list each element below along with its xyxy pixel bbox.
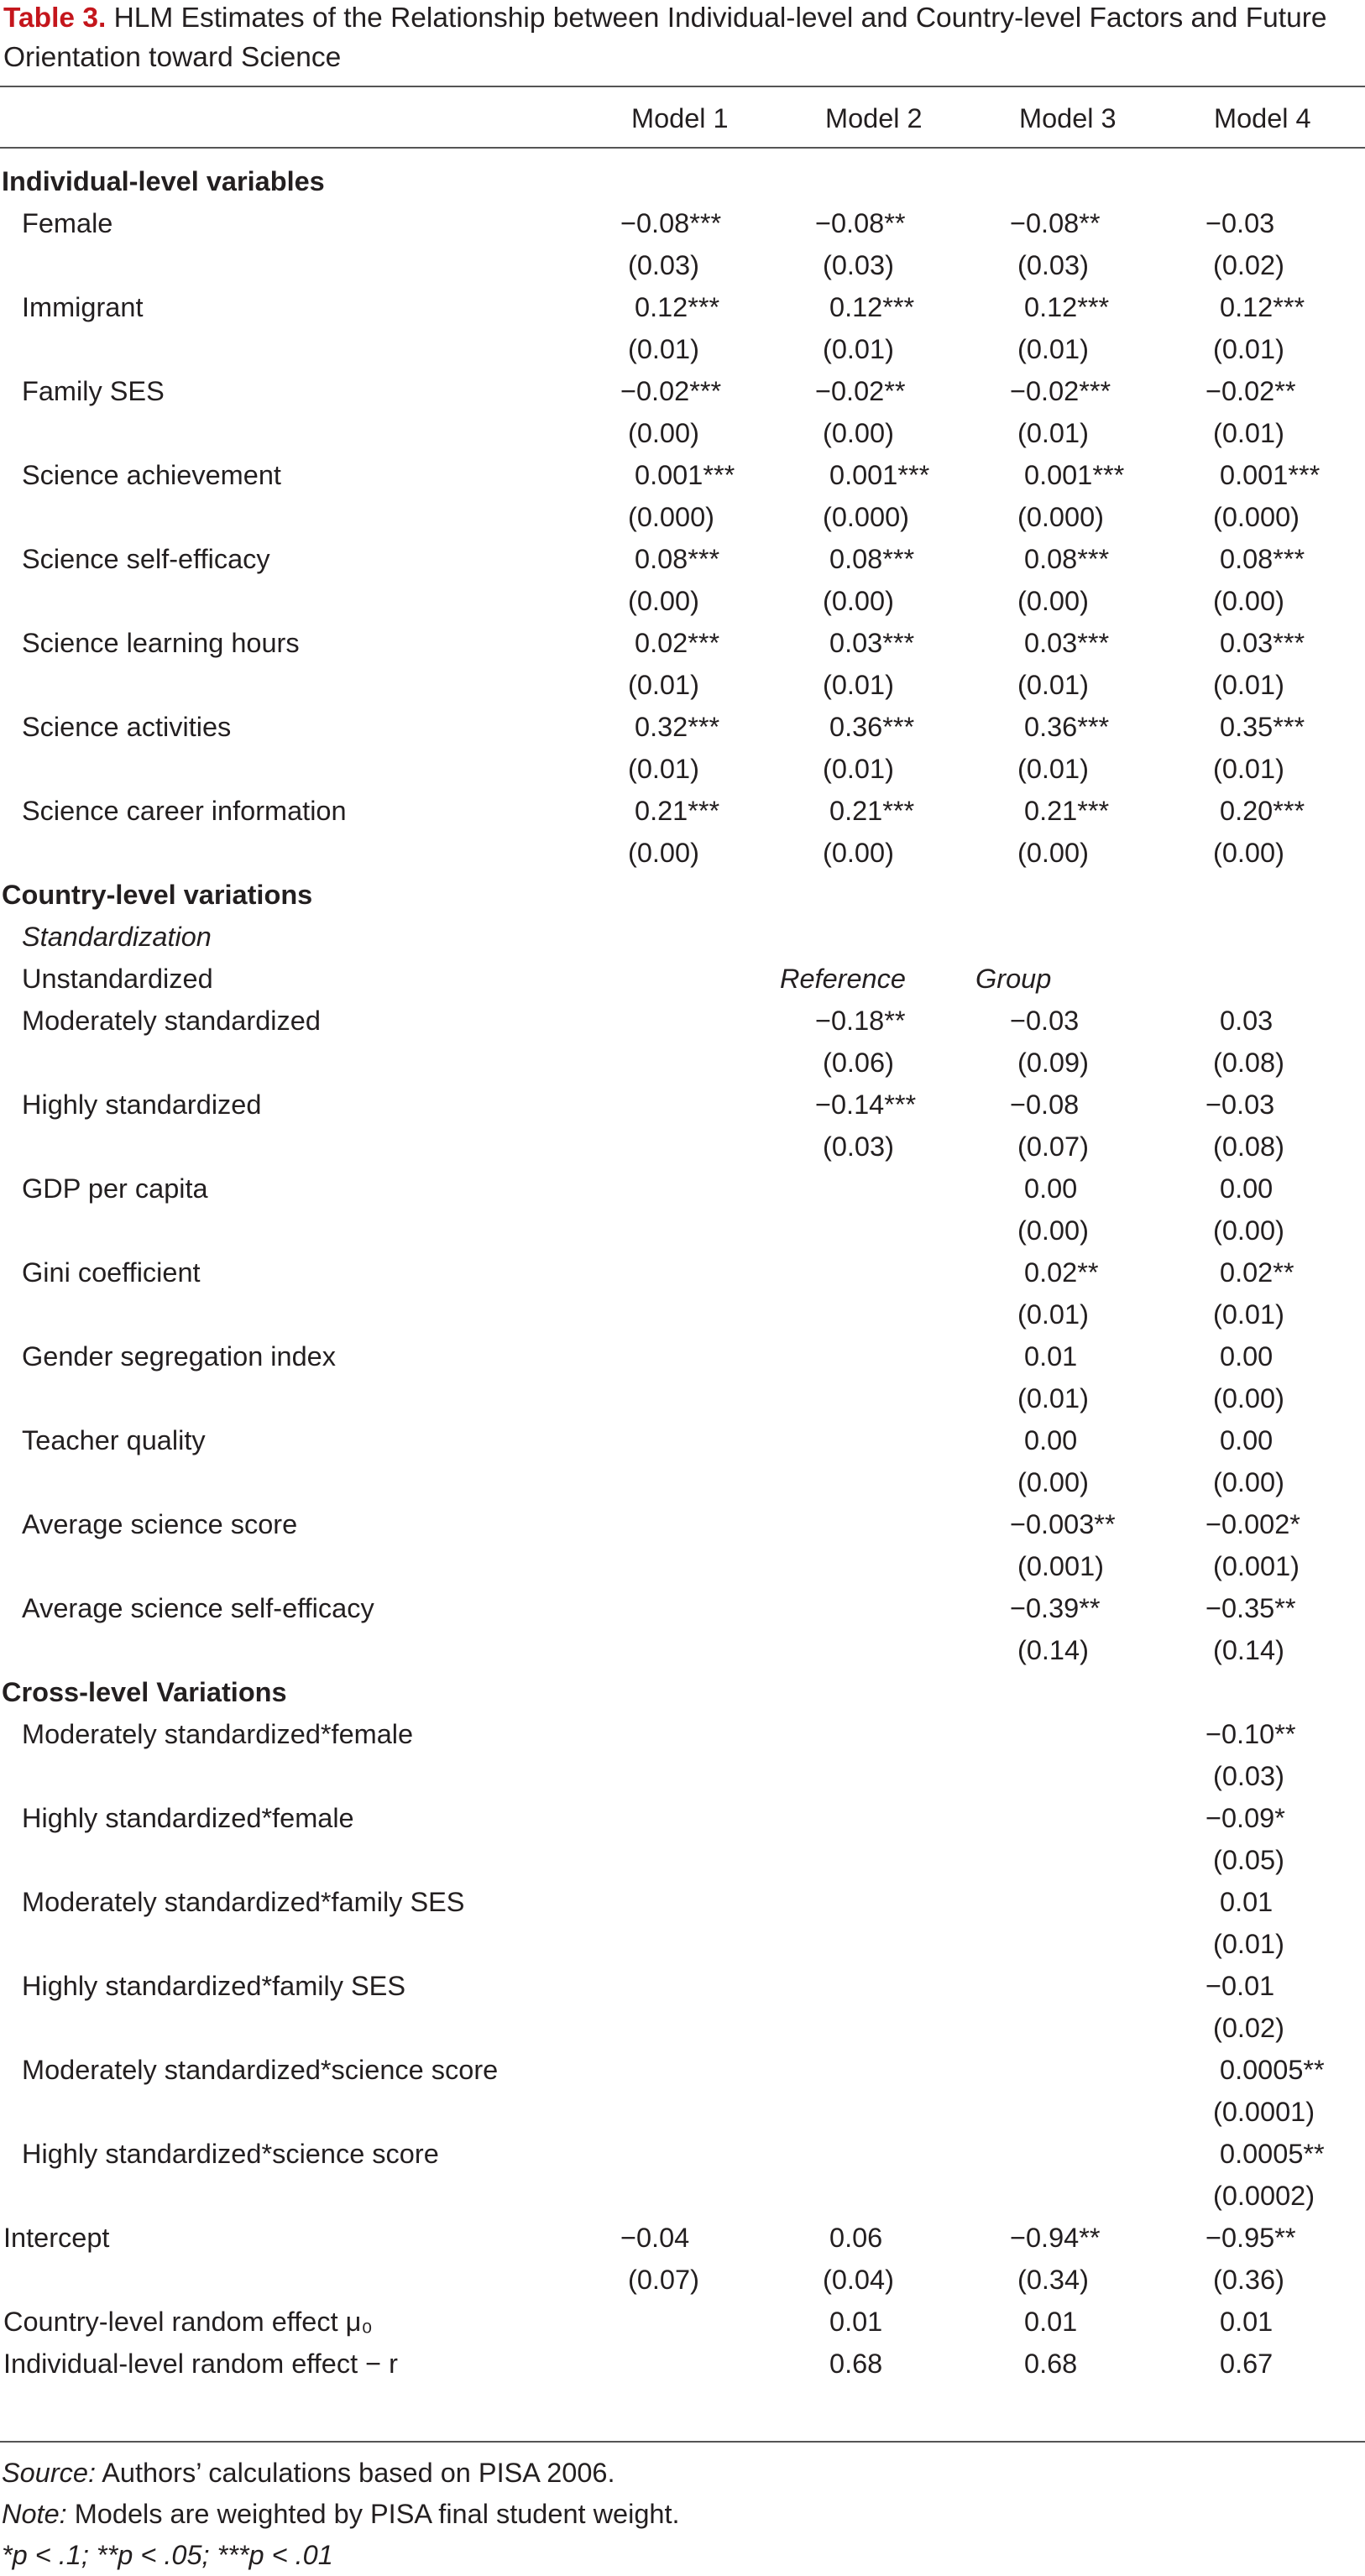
standard-error-row <box>0 1755 1365 1797</box>
column-header-model-1: Model 1 <box>631 103 729 133</box>
model-3-cell: (0.14) <box>1017 1635 1089 1665</box>
model-1-cell: (0.01) <box>628 334 699 364</box>
model-4-cell: (0.00) <box>1213 1215 1284 1246</box>
model-4-cell: (0.01) <box>1213 754 1284 784</box>
model-3-cell: 0.08*** <box>1024 544 1110 574</box>
model-4-cell: 0.01 <box>1220 2307 1273 2337</box>
model-3-cell: (0.09) <box>1017 1048 1089 1078</box>
table-row <box>0 1419 1365 1461</box>
row-label: Science learning hours <box>22 628 300 658</box>
row-label: Country-level random effect μ₀ <box>3 2307 373 2337</box>
model-4-cell: (0.02) <box>1213 2013 1284 2043</box>
model-4-cell: 0.20*** <box>1220 796 1305 826</box>
model-2-cell: (0.04) <box>823 2265 894 2295</box>
model-3-cell: 0.02** <box>1024 1257 1099 1288</box>
model-1-cell: (0.00) <box>628 838 699 868</box>
model-3-cell: 0.12*** <box>1024 292 1110 322</box>
table-caption <box>3 0 1347 77</box>
model-3-cell: (0.01) <box>1017 1383 1089 1413</box>
standard-error-row <box>0 244 1365 286</box>
table-row <box>0 1965 1365 2007</box>
model-3-cell: −0.94** <box>1010 2223 1101 2253</box>
model-4-cell: (0.0002) <box>1213 2181 1315 2211</box>
column-header-model-4: Model 4 <box>1214 103 1311 133</box>
table-row <box>0 706 1365 748</box>
model-4-cell: −0.95** <box>1205 2223 1296 2253</box>
row-label: Moderately standardized <box>22 1006 321 1036</box>
weight-note <box>2 2493 680 2535</box>
model-3-cell: (0.00) <box>1017 1467 1089 1497</box>
model-4-cell: (0.14) <box>1213 1635 1284 1665</box>
model-4-cell: (0.0001) <box>1213 2097 1315 2127</box>
standard-error-row <box>0 412 1365 454</box>
row-label: Standardization <box>22 922 212 952</box>
model-2-cell: (0.03) <box>823 250 894 280</box>
table-row <box>0 958 1365 1000</box>
table-row <box>0 790 1365 832</box>
significance-note <box>2 2534 333 2576</box>
model-1-cell: 0.12*** <box>635 292 720 322</box>
model-2-cell: −0.18** <box>815 1006 906 1036</box>
model-3-cell: (0.07) <box>1017 1131 1089 1162</box>
model-4-cell: −0.002* <box>1205 1509 1300 1539</box>
row-label: Science achievement <box>22 460 281 490</box>
table-row <box>0 1000 1365 1042</box>
model-3-cell: (0.01) <box>1017 418 1089 448</box>
standard-error-row <box>0 664 1365 706</box>
row-label: GDP per capita <box>22 1173 208 1204</box>
model-3-cell: 0.03*** <box>1024 628 1110 658</box>
model-3-cell: (0.01) <box>1017 334 1089 364</box>
model-4-cell: −0.03 <box>1205 1089 1275 1120</box>
model-4-cell: 0.00 <box>1220 1341 1273 1372</box>
bottom-rule <box>0 2441 1365 2443</box>
model-2-cell: 0.68 <box>829 2349 883 2379</box>
row-label: Highly standardized*science score <box>22 2139 439 2169</box>
note-label: Note: <box>2 2499 67 2529</box>
row-label: Female <box>22 208 113 238</box>
table-row <box>0 916 1365 958</box>
row-label: Immigrant <box>22 292 144 322</box>
model-4-cell: 0.0005** <box>1220 2139 1325 2169</box>
row-label: Moderately standardized*family SES <box>22 1887 465 1917</box>
model-2-cell: 0.36*** <box>829 712 915 742</box>
standard-error-row <box>0 1545 1365 1587</box>
row-label: Intercept <box>3 2223 110 2253</box>
table-row <box>0 286 1365 328</box>
table-title: HLM Estimates of the Relationship between Individual-level and Country-level Factors and Future Orientation toward Science <box>3 3 1327 73</box>
row-label: Highly standardized <box>22 1089 262 1120</box>
model-4-cell: −0.02** <box>1205 376 1296 406</box>
model-1-cell: 0.08*** <box>635 544 720 574</box>
model-4-cell: (0.01) <box>1213 334 1284 364</box>
row-label: Moderately standardized*female <box>22 1719 414 1749</box>
model-2-cell: (0.01) <box>823 334 894 364</box>
model-2-cell: −0.08** <box>815 208 906 238</box>
source-label: Source: <box>2 2458 97 2488</box>
section-heading: Individual-level variables <box>2 166 325 196</box>
model-3-cell: 0.00 <box>1024 1425 1078 1455</box>
model-1-cell: (0.03) <box>628 250 699 280</box>
model-2-cell: (0.03) <box>823 1131 894 1162</box>
standard-error-row <box>0 2091 1365 2133</box>
model-4-cell: 0.35*** <box>1220 712 1305 742</box>
standard-error-row <box>0 580 1365 622</box>
table-row <box>0 1671 1365 1713</box>
table-row <box>0 1881 1365 1923</box>
source-text: Authors’ calculations based on PISA 2006. <box>96 2458 615 2488</box>
column-header-model-2: Model 2 <box>825 103 923 133</box>
model-4-cell: (0.36) <box>1213 2265 1284 2295</box>
model-1-cell: (0.01) <box>628 670 699 700</box>
model-3-cell: −0.39** <box>1010 1593 1101 1623</box>
model-2-cell: 0.21*** <box>829 796 915 826</box>
model-3-cell: (0.00) <box>1017 586 1089 616</box>
top-rule <box>0 86 1365 87</box>
row-label: Unstandardized <box>22 964 213 994</box>
standard-error-row <box>0 1629 1365 1671</box>
model-3-cell: 0.21*** <box>1024 796 1110 826</box>
model-2-cell: −0.02** <box>815 376 906 406</box>
model-2-cell: 0.01 <box>829 2307 883 2337</box>
table-row <box>0 202 1365 244</box>
row-label: Highly standardized*family SES <box>22 1971 406 2001</box>
standard-error-row <box>0 1210 1365 1251</box>
model-2-cell: (0.00) <box>823 418 894 448</box>
standard-error-row <box>0 748 1365 790</box>
model-1-cell: 0.21*** <box>635 796 720 826</box>
standard-error-row <box>0 2175 1365 2217</box>
model-4-cell: −0.01 <box>1205 1971 1275 2001</box>
model-4-cell: 0.08*** <box>1220 544 1305 574</box>
model-4-cell: (0.08) <box>1213 1048 1284 1078</box>
row-label: Average science self-efficacy <box>22 1593 374 1623</box>
model-3-cell: Group <box>975 964 1052 994</box>
model-4-cell: (0.01) <box>1213 1299 1284 1330</box>
table-row <box>0 1335 1365 1377</box>
header-rule <box>0 147 1365 149</box>
model-4-cell: 0.01 <box>1220 1887 1273 1917</box>
model-3-cell: 0.36*** <box>1024 712 1110 742</box>
model-3-cell: 0.01 <box>1024 1341 1078 1372</box>
table-row <box>0 538 1365 580</box>
table-row <box>0 1251 1365 1293</box>
model-2-cell: (0.01) <box>823 670 894 700</box>
row-label: Family SES <box>22 376 165 406</box>
model-3-cell: 0.001*** <box>1024 460 1125 490</box>
table-row <box>0 2343 1365 2385</box>
standard-error-row <box>0 496 1365 538</box>
model-3-cell: −0.08** <box>1010 208 1101 238</box>
standard-error-row <box>0 1923 1365 1965</box>
standard-error-row <box>0 2007 1365 2049</box>
model-1-cell: −0.02*** <box>620 376 722 406</box>
model-3-cell: (0.03) <box>1017 250 1089 280</box>
note-text: Models are weighted by PISA final student weight. <box>66 2499 680 2529</box>
table-row <box>0 2049 1365 2091</box>
table-row <box>0 1713 1365 1755</box>
model-1-cell: (0.07) <box>628 2265 699 2295</box>
model-4-cell: (0.05) <box>1213 1845 1284 1875</box>
row-label: Average science score <box>22 1509 298 1539</box>
column-header-row <box>0 97 1365 139</box>
table-label: Table 3. <box>3 3 107 34</box>
model-4-cell: 0.00 <box>1220 1173 1273 1204</box>
model-3-cell: (0.000) <box>1017 502 1104 532</box>
standard-error-row <box>0 1461 1365 1503</box>
model-1-cell: 0.32*** <box>635 712 720 742</box>
model-1-cell: (0.01) <box>628 754 699 784</box>
standard-error-row <box>0 328 1365 370</box>
model-4-cell: (0.00) <box>1213 1467 1284 1497</box>
model-3-cell: −0.02*** <box>1010 376 1111 406</box>
model-2-cell: 0.08*** <box>829 544 915 574</box>
standard-error-row <box>0 1042 1365 1084</box>
model-1-cell: 0.02*** <box>635 628 720 658</box>
model-4-cell: −0.09* <box>1205 1803 1285 1833</box>
model-1-cell: −0.04 <box>620 2223 690 2253</box>
column-header-model-3: Model 3 <box>1019 103 1117 133</box>
standard-error-row <box>0 2259 1365 2301</box>
model-3-cell: (0.34) <box>1017 2265 1089 2295</box>
model-2-cell: 0.001*** <box>829 460 930 490</box>
model-4-cell: −0.35** <box>1205 1593 1296 1623</box>
model-4-cell: 0.00 <box>1220 1425 1273 1455</box>
model-3-cell: (0.001) <box>1017 1551 1104 1581</box>
table-row <box>0 622 1365 664</box>
row-label: Gini coefficient <box>22 1257 201 1288</box>
table-row <box>0 1084 1365 1126</box>
model-4-cell: 0.001*** <box>1220 460 1321 490</box>
model-3-cell: (0.00) <box>1017 1215 1089 1246</box>
model-4-cell: (0.01) <box>1213 670 1284 700</box>
row-label: Moderately standardized*science score <box>22 2055 499 2085</box>
model-4-cell: (0.001) <box>1213 1551 1300 1581</box>
model-2-cell: (0.000) <box>823 502 909 532</box>
standard-error-row <box>0 1293 1365 1335</box>
model-4-cell: (0.000) <box>1213 502 1300 532</box>
model-3-cell: −0.003** <box>1010 1509 1116 1539</box>
model-3-cell: (0.00) <box>1017 838 1089 868</box>
table-row <box>0 2217 1365 2259</box>
row-label: Teacher quality <box>22 1425 206 1455</box>
source-note <box>2 2452 615 2494</box>
model-2-cell: 0.12*** <box>829 292 915 322</box>
model-4-cell: (0.01) <box>1213 418 1284 448</box>
standard-error-row <box>0 832 1365 874</box>
table-row <box>0 1503 1365 1545</box>
section-heading: Cross-level Variations <box>2 1677 287 1707</box>
model-4-cell: (0.00) <box>1213 838 1284 868</box>
model-2-cell: 0.06 <box>829 2223 883 2253</box>
model-4-cell: 0.12*** <box>1220 292 1305 322</box>
model-4-cell: (0.00) <box>1213 1383 1284 1413</box>
model-2-cell: (0.00) <box>823 838 894 868</box>
standard-error-row <box>0 1839 1365 1881</box>
model-3-cell: (0.01) <box>1017 754 1089 784</box>
row-label: Highly standardized*female <box>22 1803 354 1833</box>
section-heading: Country-level variations <box>2 880 313 910</box>
row-label: Science self-efficacy <box>22 544 270 574</box>
model-1-cell: 0.001*** <box>635 460 735 490</box>
model-3-cell: −0.03 <box>1010 1006 1080 1036</box>
model-2-cell: 0.03*** <box>829 628 915 658</box>
model-2-cell: (0.06) <box>823 1048 894 1078</box>
table-row <box>0 2133 1365 2175</box>
table-row <box>0 1587 1365 1629</box>
table-row <box>0 160 1365 202</box>
table-row <box>0 2301 1365 2343</box>
model-4-cell: (0.00) <box>1213 586 1284 616</box>
model-1-cell: (0.00) <box>628 418 699 448</box>
model-1-cell: (0.00) <box>628 586 699 616</box>
model-2-cell: (0.01) <box>823 754 894 784</box>
table-row <box>0 370 1365 412</box>
model-4-cell: 0.03*** <box>1220 628 1305 658</box>
model-3-cell: −0.08 <box>1010 1089 1080 1120</box>
model-4-cell: 0.67 <box>1220 2349 1273 2379</box>
row-label: Individual-level random effect − r <box>3 2349 398 2379</box>
model-4-cell: (0.01) <box>1213 1929 1284 1959</box>
model-1-cell: −0.08*** <box>620 208 722 238</box>
significance-text: *p < .1; **p < .05; ***p < .01 <box>2 2540 333 2570</box>
model-3-cell: 0.00 <box>1024 1173 1078 1204</box>
row-label: Science career information <box>22 796 347 826</box>
model-3-cell: 0.01 <box>1024 2307 1078 2337</box>
model-1-cell: (0.000) <box>628 502 714 532</box>
standard-error-row <box>0 1126 1365 1168</box>
model-3-cell: (0.01) <box>1017 670 1089 700</box>
table-row <box>0 454 1365 496</box>
model-2-cell: (0.00) <box>823 586 894 616</box>
model-4-cell: −0.10** <box>1205 1719 1296 1749</box>
model-3-cell: 0.68 <box>1024 2349 1078 2379</box>
model-4-cell: 0.03 <box>1220 1006 1273 1036</box>
model-3-cell: (0.01) <box>1017 1299 1089 1330</box>
table-row <box>0 1168 1365 1210</box>
model-2-cell: −0.14*** <box>815 1089 917 1120</box>
model-4-cell: (0.02) <box>1213 250 1284 280</box>
model-4-cell: 0.02** <box>1220 1257 1294 1288</box>
model-4-cell: 0.0005** <box>1220 2055 1325 2085</box>
row-label: Gender segregation index <box>22 1341 337 1372</box>
model-4-cell: (0.03) <box>1213 1761 1284 1791</box>
row-label: Science activities <box>22 712 232 742</box>
model-4-cell: (0.08) <box>1213 1131 1284 1162</box>
table-row <box>0 874 1365 916</box>
model-4-cell: −0.03 <box>1205 208 1275 238</box>
model-2-cell: Reference <box>780 964 906 994</box>
table-row <box>0 1797 1365 1839</box>
standard-error-row <box>0 1377 1365 1419</box>
